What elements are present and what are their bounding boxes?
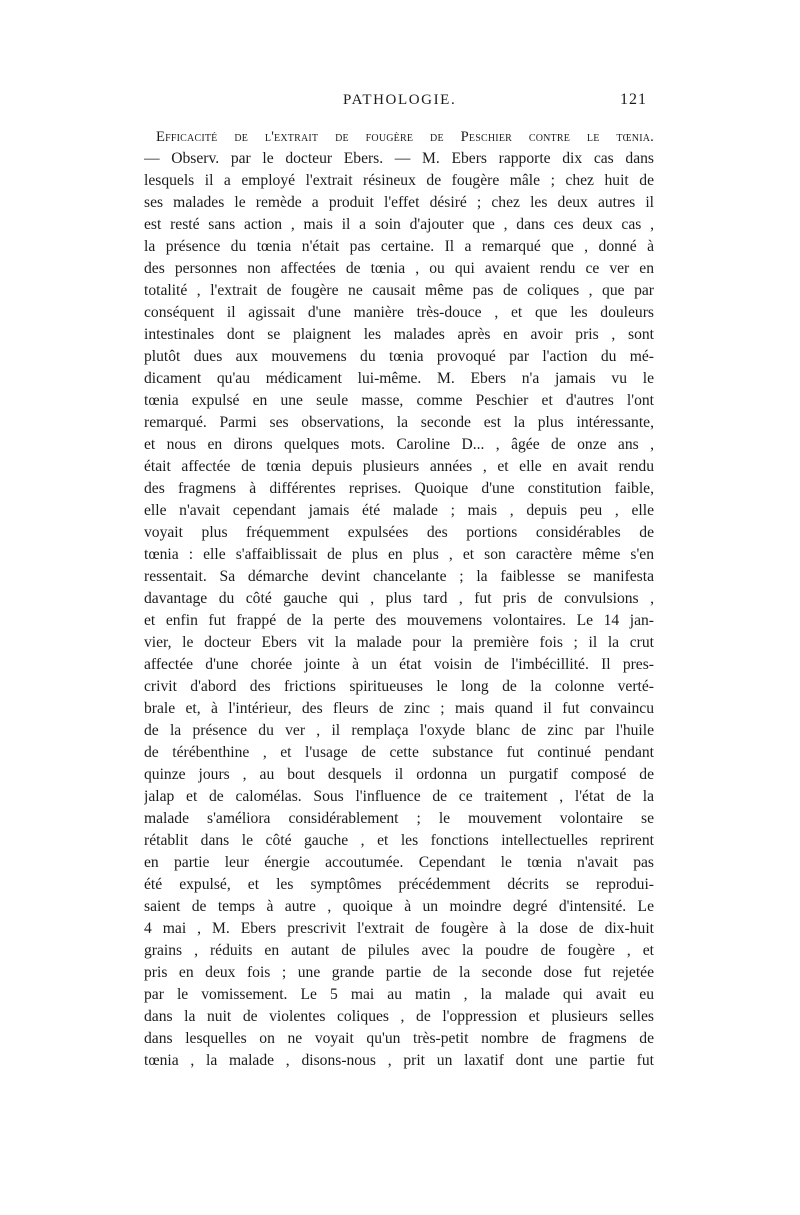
text-line: conséquent il agissait d'une manière très-douce , et que les douleurs — [144, 304, 654, 321]
text-line: en partie leur énergie accoutumée. Cependant le tœnia n'avait pas — [144, 854, 654, 871]
text-line: voyait plus fréquemment expulsées des portions considérables de — [144, 524, 654, 541]
text-line: des fragmens à différentes reprises. Quoique d'une constitution faible, — [144, 480, 654, 497]
text-line: jalap et de calomélas. Sous l'influence de ce traitement , l'état de la — [144, 788, 654, 805]
text-line: remarqué. Parmi ses observations, la seconde est la plus intéressante, — [144, 414, 654, 431]
text-line: intestinales dont se plaignent les malades après en avoir pris , sont — [144, 326, 654, 343]
text-line: crivit d'abord des frictions spiritueuses le long de la colonne verté- — [144, 678, 654, 695]
text-line: tœnia expulsé en une seule masse, comme Peschier et d'autres l'ont — [144, 392, 654, 409]
text-line: rétablit dans le côté gauche , et les fonctions intellectuelles reprirent — [144, 832, 654, 849]
text-line: dicament qu'au médicament lui-même. M. Ebers n'a jamais vu le — [144, 370, 654, 387]
text-line: grains , réduits en autant de pilules avec la poudre de fougère , et — [144, 942, 654, 959]
text-line: — Observ. par le docteur Ebers. — M. Ebers rapporte dix cas dans — [144, 150, 654, 167]
text-line: ses malades le remède a produit l'effet désiré ; chez les deux autres il — [144, 194, 654, 211]
body-text — [144, 126, 654, 1072]
text-line: est resté sans action , mais il a soin d'ajouter que , dans ces deux cas , — [144, 216, 654, 233]
text-line: tœnia : elle s'affaiblissait de plus en plus , et son caractère même s'en — [144, 546, 654, 563]
text-line: lesquels il a employé l'extrait résineux de fougère mâle ; chez huit de — [144, 172, 654, 189]
text-line: dans lesquelles on ne voyait qu'un très-petit nombre de fragmens de — [144, 1030, 654, 1047]
text-line: malade s'améliora considérablement ; le mouvement volontaire se — [144, 810, 654, 827]
text-line: plutôt dues aux mouvemens du tœnia provoqué par l'action du mé- — [144, 348, 654, 365]
text-line: elle n'avait cependant jamais été malade ; mais , depuis peu , elle — [144, 502, 654, 519]
text-line: saient de temps à autre , quoique à un moindre degré d'intensité. Le — [144, 898, 654, 915]
text-line: ressentait. Sa démarche devint chancelante ; la faiblesse se manifesta — [144, 568, 654, 585]
text-line: quinze jours , au bout desquels il ordonna un purgatif composé de — [144, 766, 654, 783]
text-line: affectée d'une chorée jointe à un état voisin de l'imbécillité. Il pres- — [144, 656, 654, 673]
text-line: par le vomissement. Le 5 mai au matin , la malade qui avait eu — [144, 986, 654, 1003]
text-line: dans la nuit de violentes coliques , de l'oppression et plusieurs selles — [144, 1008, 654, 1025]
text-line: été expulsé, et les symptômes précédemment décrits se reprodui- — [144, 876, 654, 893]
text-line: tœnia , la malade , disons-nous , prit un laxatif dont une partie fut — [144, 1052, 654, 1069]
text-line: totalité , l'extrait de fougère ne causait même pas de coliques , que par — [144, 282, 654, 299]
article-heading: Efficacité de l'extrait de fougère de Peschier contre le tœnia. — [156, 129, 654, 145]
text-line: brale et, à l'intérieur, des fleurs de zinc ; mais quand il fut convaincu — [144, 700, 654, 717]
text-line: des personnes non affectées de tœnia , ou qui avaient rendu ce ver en — [144, 260, 654, 277]
text-line: de la présence du ver , il remplaça l'oxyde blanc de zinc par l'huile — [144, 722, 654, 739]
text-line: davantage du côté gauche qui , plus tard , fut pris de convulsions , — [144, 590, 654, 607]
page-number: 121 — [620, 91, 647, 108]
text-line: de térébenthine , et l'usage de cette substance fut continué pendant — [144, 744, 654, 761]
text-line: vier, le docteur Ebers vit la malade pour la première fois ; il la crut — [144, 634, 654, 651]
running-title: PATHOLOGIE. — [343, 92, 457, 108]
text-line: et enfin fut frappé de la perte des mouvemens volontaires. Le 14 jan- — [144, 612, 654, 629]
text-line: pris en deux fois ; une grande partie de la seconde dose fut rejetée — [144, 964, 654, 981]
text-line: 4 mai , M. Ebers prescrivit l'extrait de fougère à la dose de dix-huit — [144, 920, 654, 937]
text-line: la présence du tœnia n'était pas certaine. Il a remarqué que , donné à — [144, 238, 654, 255]
text-line: et nous en dirons quelques mots. Caroline D... , âgée de onze ans , — [144, 436, 654, 453]
text-line: était affectée de tœnia depuis plusieurs années , et elle en avait rendu — [144, 458, 654, 475]
